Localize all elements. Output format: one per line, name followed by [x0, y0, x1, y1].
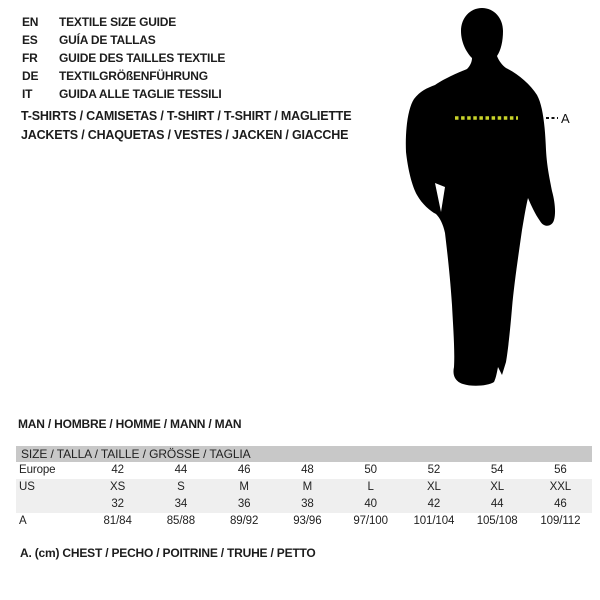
table-cell: 105/108: [476, 515, 518, 527]
table-cell: 101/104: [413, 515, 455, 527]
table-cell: 34: [174, 498, 188, 510]
table-cell: 48: [301, 464, 314, 476]
language-row: [22, 13, 225, 31]
table-cell: 42: [111, 464, 124, 476]
table-cell: 44: [490, 498, 504, 510]
marker-a-label: A: [561, 111, 570, 126]
language-code: ES: [22, 33, 38, 47]
table-cell: 97/100: [353, 515, 388, 527]
table-cell: 50: [364, 464, 377, 476]
silhouette-shape: [406, 8, 555, 386]
language-list: [22, 13, 225, 103]
language-row: [22, 31, 225, 49]
table-row-chest: [16, 513, 592, 530]
row-label: US: [19, 481, 35, 493]
table-cell: 36: [237, 498, 251, 510]
table-cell: 54: [490, 464, 504, 476]
language-label: GUÍA DE TALLAS: [59, 33, 156, 47]
garment-category-line: T-SHIRTS / CAMISETAS / T-SHIRT / T-SHIRT / MAGLIETTE: [21, 109, 352, 123]
language-label: GUIDA ALLE TAGLIE TESSILI: [59, 87, 222, 101]
table-cell: 52: [427, 464, 441, 476]
table-cell: 89/92: [229, 515, 259, 527]
table-cell: 81/84: [103, 515, 132, 527]
row-label: [16, 496, 86, 513]
garment-category-line: JACKETS / CHAQUETAS / VESTES / JACKEN / GIACCHE: [21, 128, 349, 142]
language-row: [22, 67, 225, 85]
man-silhouette-figure: [400, 0, 600, 400]
table-row-europe: [16, 462, 592, 479]
row-label: A: [19, 515, 27, 527]
table-cell: 85/88: [166, 515, 196, 527]
table-cell: 42: [427, 498, 441, 510]
table-cell: XS: [110, 481, 126, 493]
table-cell: 46: [237, 464, 251, 476]
table-cell: 109/112: [540, 515, 581, 527]
language-label: TEXTILE SIZE GUIDE: [59, 15, 177, 29]
table-cell: S: [177, 481, 185, 493]
table-cell: 32: [111, 498, 124, 510]
language-label: GUIDE DES TAILLES TEXTILE: [59, 51, 226, 65]
size-table: [16, 446, 592, 530]
table-cell: 46: [554, 498, 567, 510]
table-row-numeric: [16, 496, 592, 513]
garment-categories: [21, 107, 351, 145]
table-cell: XL: [490, 481, 505, 493]
measurement-footnote: A. (cm) CHEST / PECHO / POITRINE / TRUHE / PETTO: [20, 546, 316, 560]
language-row: [22, 85, 225, 103]
table-cell: 38: [301, 498, 314, 510]
man-silhouette: [400, 0, 600, 400]
table-cell: 56: [554, 464, 567, 476]
language-row: [22, 49, 225, 67]
size-table-header: SIZE / TALLA / TAILLE / GRÖSSE / TAGLIA: [16, 446, 592, 462]
section-title-man: MAN / HOMBRE / HOMME / MANN / MAN: [18, 417, 242, 431]
row-label: Europe: [19, 464, 56, 476]
language-code: EN: [22, 15, 39, 29]
table-row-us: [16, 479, 592, 496]
table-cell: L: [367, 481, 374, 493]
language-code: FR: [22, 51, 38, 65]
table-cell: M: [239, 481, 249, 493]
table-cell: 40: [364, 498, 377, 510]
table-cell: 93/96: [293, 515, 322, 527]
table-cell: XXL: [549, 481, 572, 493]
table-cell: XL: [426, 481, 441, 493]
table-cell: 44: [174, 464, 188, 476]
language-code: IT: [22, 87, 33, 101]
table-cell: M: [302, 481, 313, 493]
language-code: DE: [22, 69, 39, 83]
language-label: TEXTILGRÖßENFÜHRUNG: [59, 69, 208, 83]
